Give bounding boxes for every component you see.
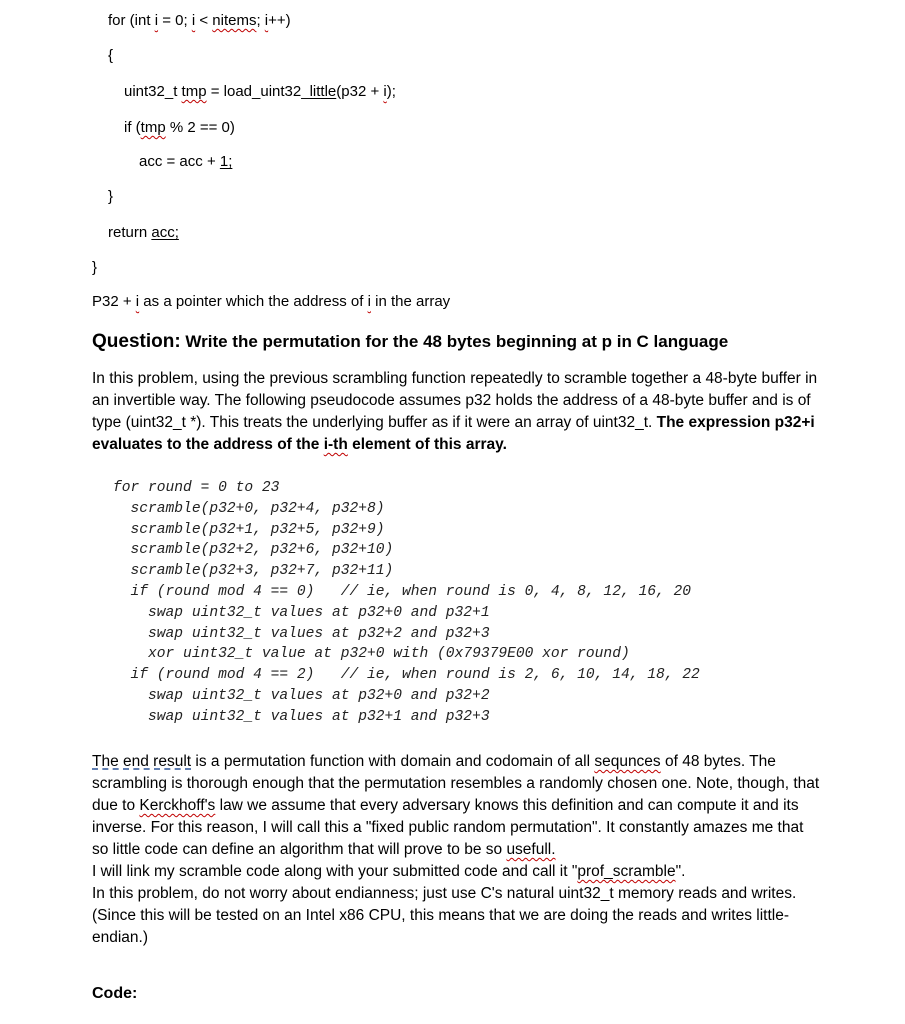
result-paragraph (92, 751, 822, 949)
pseudocode-line: swap uint32_t values at p32+2 and p32+3 (113, 625, 490, 642)
pseudocode-line: scramble(p32+0, p32+4, p32+8) (113, 500, 385, 517)
pseudocode-line: xor uint32_t value at p32+0 with (0x79379E00 xor round) (113, 646, 630, 663)
result-paragraph-endianness: In this problem, do not worry about endianness; just use C's natural uint32_t memory reads and writes. (Since this will be tested on an Intel x86 CPU, this means that we are doing the reads and writes little-endian.) (92, 885, 797, 946)
pseudocode-line: if (round mod 4 == 0) // ie, when round is 0, 4, 8, 12, 16, 20 (113, 583, 692, 600)
code-if-line: if (tmp % 2 == 0) (124, 119, 235, 136)
pseudocode-line: scramble(p32+3, p32+7, p32+11) (113, 563, 394, 580)
code-tmp-line: uint32_t tmp = load_uint32_little(p32 + i); (124, 83, 396, 100)
code-close-brace-outer: } (92, 259, 98, 276)
pseudocode-line: scramble(p32+2, p32+6, p32+10) (113, 542, 394, 559)
result-paragraph-main: The end result is a permutation function with domain and codomain of all sequnces of 48 bytes. The scrambling is thorough enough that the permutation resembles a randomly chosen one. Note, though, that due to Kerckhoff's law we assume that every adversary knows this definition and can compute it and its inverse. For this reason, I will call this a "fixed public random permutation". It constantly amazes me that so little code can define an algorithm that will prove to be so usefull. (92, 753, 820, 858)
question-label: Question: (92, 331, 181, 352)
pointer-note: P32 + i as a pointer which the address of i in the array (92, 293, 451, 310)
result-paragraph-link: I will link my scramble code along with your submitted code and call it "prof_scramble". (92, 863, 686, 880)
pseudocode-line: swap uint32_t values at p32+0 and p32+1 (113, 604, 490, 621)
intro-paragraph: In this problem, using the previous scrambling function repeatedly to scramble together a 48-byte buffer in an invertible way. The following pseudocode assumes p32 holds the address of a 48-byte buffer and is of type (uint32_t *). This treats the underlying buffer as if it were an array of uint32_t. The expression p32+i evaluates to the address of the i-th element of this array. (92, 370, 818, 453)
pseudocode-block (113, 478, 700, 728)
code-for-line: for (int i = 0; i < nitems; i++) (108, 12, 291, 29)
question-heading (92, 331, 728, 353)
pseudocode-line: swap uint32_t values at p32+1 and p32+3 (113, 708, 490, 725)
code-open-brace: { (108, 47, 114, 64)
pseudocode-line: if (round mod 4 == 2) // ie, when round is 2, 6, 10, 14, 18, 22 (113, 667, 700, 684)
question-text: Write the permutation for the 48 bytes beginning at p in C language (180, 332, 729, 351)
code-close-brace-inner: } (108, 188, 114, 205)
pseudocode-line: swap uint32_t values at p32+0 and p32+2 (113, 687, 490, 704)
code-return-line: return acc; (108, 224, 179, 241)
code-acc-line: acc = acc + 1; (139, 153, 233, 170)
code-label: Code: (92, 985, 138, 1002)
pseudocode-line: scramble(p32+1, p32+5, p32+9) (113, 521, 385, 538)
pseudocode-line: for round = 0 to 23 (113, 480, 280, 496)
